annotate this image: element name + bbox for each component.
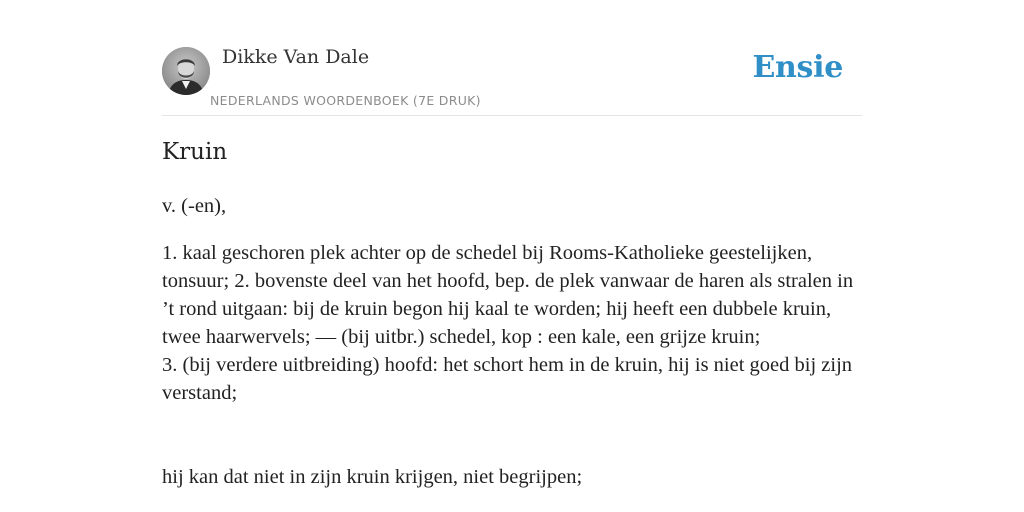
author-name[interactable]: Dikke Van Dale bbox=[222, 46, 370, 68]
entry-grammar: v. (-en), bbox=[162, 195, 227, 217]
entry-definitions bbox=[162, 239, 862, 407]
entry-header bbox=[162, 0, 862, 116]
entry-idiom: hij kan dat niet in zijn kruin krijgen, niet begrijpen; bbox=[162, 466, 583, 488]
author-portrait-icon bbox=[162, 47, 210, 95]
entry-title: Kruin bbox=[162, 139, 228, 165]
author-avatar[interactable] bbox=[162, 47, 210, 95]
source-label: NEDERLANDS WOORDENBOEK (7E DRUK) bbox=[210, 93, 481, 108]
entry-card bbox=[162, 0, 862, 512]
definition-3: 3. (bij verdere uitbreiding) hoofd: het schort hem in de kruin, hij is niet goed bij zijn verstand; bbox=[162, 354, 853, 404]
definition-1-2: 1. kaal geschoren plek achter op de schedel bij Rooms-Katholieke geestelijken, tonsuur; 2. bovenste deel van het hoofd, bep. de plek vanwaar de haren als stralen in ’t rond uitgaan: bij de kruin begon hij kaal te worden; hij heeft een dubbele kruin, twee haarwervels; — (bij uitbr.) schedel, kop : een kale, een grijze kruin; bbox=[162, 242, 854, 348]
ensie-logo[interactable]: Ensie bbox=[752, 50, 843, 85]
